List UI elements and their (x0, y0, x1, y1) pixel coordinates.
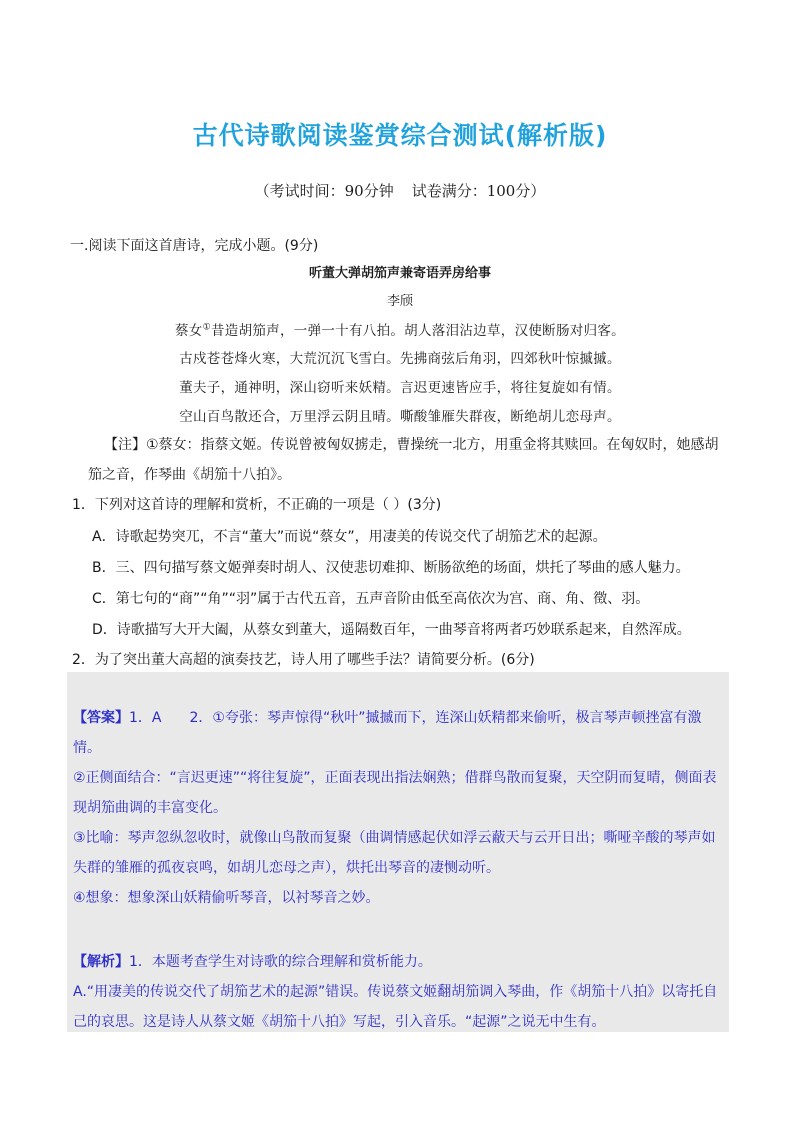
answer-line-2: ②正侧面结合：“言迟更速”“将往复旋”，正面表现出指法娴熟；借群鸟散而复聚，天空阴而复晴，侧面表现胡笳曲调的丰富变化。 (73, 770, 717, 816)
poem-line-2: 古戍苍苍烽火寒，大荒沉沉飞雪白。先拂商弦后角羽，四郊秋叶惊摵摵。 (179, 351, 621, 367)
poem-line-1-start: 蔡女 (175, 323, 203, 339)
option-b: B．三、四句描写蔡文姬弹奏时胡人、汉使悲切难抑、断肠欲绝的场面，烘托了琴曲的感人魅力。 (92, 560, 690, 576)
analysis-block (73, 947, 725, 1037)
analysis-tag: 【解析】 (73, 954, 129, 970)
answer-line-1 (73, 703, 725, 763)
page-title: 古代诗歌阅读鉴赏综合测试(解析版) (192, 121, 608, 150)
option-c: C．第七句的“商”“角”“羽”属于古代五音，五声音阶由低至高依次为宫、商、角、徵、羽。 (92, 591, 650, 607)
poem-line-4: 空山百鸟散还合，万里浮云阴且晴。嘶酸雏雁失群夜，断绝胡儿恋母声。 (179, 409, 621, 425)
poem-line-1-rest: 昔造胡笳声，一弹一十有八拍。胡人落泪沾边草，汉使断肠对归客。 (210, 323, 625, 339)
analysis-line-2: A.“用凄美的传说交代了胡笳艺术的起源”错误。传说蔡文姬翻胡笳调入琴曲，作《胡笳十八拍》以寄托自己的哀思。这是诗人从蔡文姬《胡笳十八拍》写起，引入音乐。“起源”之说无中生有。 (73, 984, 718, 1030)
answer-block (73, 703, 725, 913)
exam-time: （考试时间：90分钟 (254, 182, 394, 200)
poem-note (88, 430, 728, 490)
exam-info (0, 180, 800, 201)
analysis-line-1 (73, 947, 725, 977)
question-1: 1．下列对这首诗的理解和赏析，不正确的一项是（ ）(3分) (72, 497, 442, 513)
poem-line-3: 董夫子，通神明，深山窃听来妖精。言迟更速皆应手，将往复旋如有情。 (179, 380, 621, 396)
poem-note-text: 【注】①蔡女：指蔡文姬。传说曾被匈奴掳走，曹操统一北方，用重金将其赎回。在匈奴时，她感胡笳之音，作琴曲《胡笳十八拍》。 (88, 437, 719, 483)
answer-line-1-text: 1．A 2．①夸张：琴声惊得“秋叶”摵摵而下，连深山妖精都来偷听，极言琴声顿挫富有激情。 (73, 710, 702, 756)
answer-line-3: ③比喻：琴声忽纵忽收时，就像山鸟散而复聚（曲调情感起伏如浮云蔽天与云开日出；嘶哑辛酸的琴声如失群的雏雁的孤夜哀鸣，如胡儿恋母之声），烘托出琴音的凄恻动听。 (73, 830, 716, 876)
poem-line-1 (0, 319, 800, 339)
exam-score: 试卷满分：100分） (411, 182, 546, 200)
answer-line-4: ④想象：想象深山妖精偷听琴音，以衬琴音之妙。 (73, 890, 380, 906)
footnote-mark: ① (202, 322, 211, 333)
poem-author: 李颀 (386, 294, 413, 309)
question-2: 2．为了突出董大高超的演奏技艺，诗人用了哪些手法？请简要分析。(6分) (72, 652, 535, 668)
section-heading: 一.阅读下面这首唐诗，完成小题。(9分) (70, 238, 319, 254)
analysis-line-1-text: 1．本题考查学生对诗歌的综合理解和赏析能力。 (129, 954, 432, 970)
option-d: D．诗歌描写大开大阖，从蔡女到董大，遥隔数百年，一曲琴音将两者巧妙联系起来，自然浑成。 (92, 622, 691, 638)
option-a: A．诗歌起势突兀，不言“董大”而说“蔡女”，用凄美的传说交代了胡笳艺术的起源。 (92, 529, 607, 545)
answer-tag: 【答案】 (73, 710, 129, 726)
poem-title: 听董大弹胡笳声兼寄语弄房给事 (308, 266, 491, 281)
